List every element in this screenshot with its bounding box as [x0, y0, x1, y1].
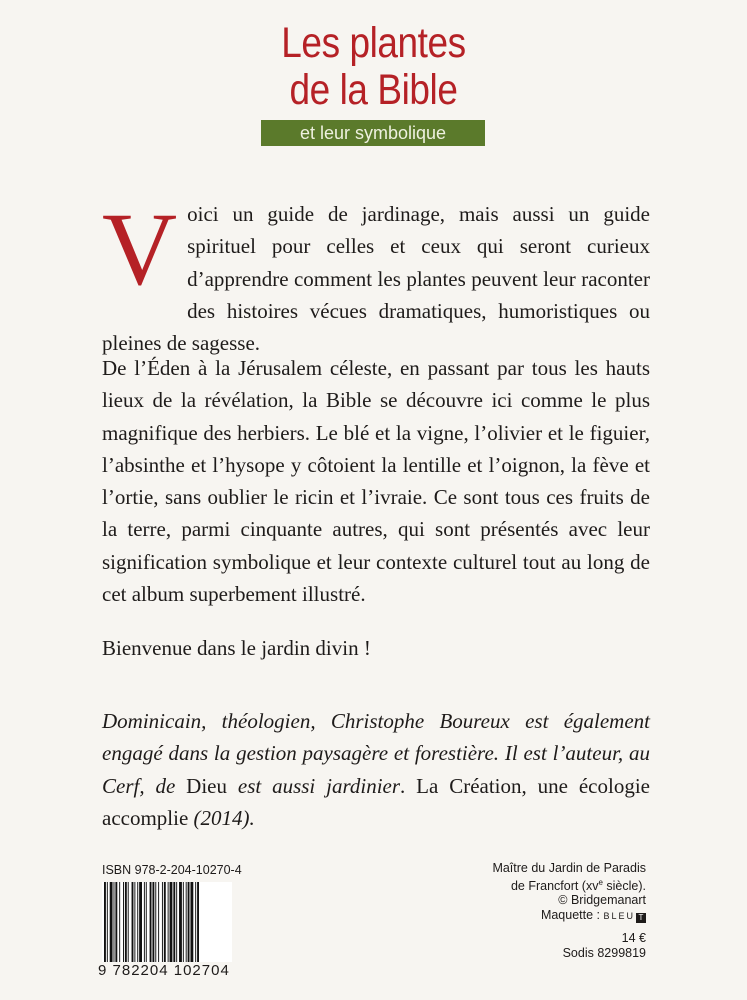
intro-paragraph [102, 192, 650, 359]
bleu-logo-box: T [636, 913, 646, 923]
barcode-bars [102, 882, 232, 962]
bio-italic-2: est aussi jardinier [227, 773, 401, 798]
bio-italic-3: (2014). [188, 805, 255, 830]
title-line-1: Les plantes [281, 19, 466, 67]
barcode-digits: 9 782204 102704 [98, 962, 234, 979]
isbn-label: ISBN 978-2-204-10270-4 [102, 863, 242, 877]
sodis-code: Sodis 8299819 [562, 946, 646, 960]
credit-line-4 [492, 908, 646, 924]
credit-line-1: Maître du Jardin de Paradis [492, 861, 646, 875]
subtitle-band [261, 120, 485, 146]
price-block [563, 931, 646, 961]
subtitle: et leur symbolique [299, 123, 447, 143]
bleu-logo: BLEU [603, 910, 635, 921]
price: 14 € [621, 931, 646, 945]
maquette-label: Maquette : [540, 907, 604, 922]
bio-italic-1: Dominicain, théologien, Christophe Boureux est également engagé dans la gestion paysagère et forestière. Il est l’auteur, au Cerf, de [102, 709, 650, 798]
drop-cap: V [102, 192, 178, 307]
welcome-line: Bienvenue dans le jardin divin ! [102, 636, 371, 660]
credit-superscript: e [598, 877, 603, 887]
author-bio [102, 705, 650, 834]
bio-roman-2: . La Création, une écologie accomplie [102, 773, 650, 830]
title-line-2: de la Bible [289, 66, 458, 114]
image-credits [492, 861, 646, 923]
credit-line-2-text: de Francfort (xv [510, 878, 599, 893]
description-paragraph: De l’Éden à la Jérusalem céleste, en passant par tous les hauts lieux de la révélation, la Bible se découvre ici comme le plus magnifique des herbiers. Le blé et la vigne, l’olivier et le figuier, l’absinthe et l’hysope y côtoient la lentille et l’oignon, la fève et l’ortie, sans oublier le ricin et l’ivraie. Ce sont tous ces fruits de la terre, parmi cinquante autres, qui sont présentés avec leur signification symbolique et leur contexte culturel tout au long de cet album superbement illustré. [102, 356, 650, 607]
intro-text: oici un guide de jardinage, mais aussi un guide spirituel pour celles et ceux qui seront curieux d’apprendre comment les plantes peuvent leur raconter des histoires vécues dramatiques, humoristiques ou pleines de sagesse. [102, 202, 650, 356]
credit-line-2 [492, 876, 646, 894]
credit-line-3: © Bridgemanart [558, 893, 646, 908]
credit-line-2-end: siècle). [602, 878, 646, 893]
bio-roman-1: Dieu [186, 773, 227, 798]
book-title [52, 20, 694, 114]
